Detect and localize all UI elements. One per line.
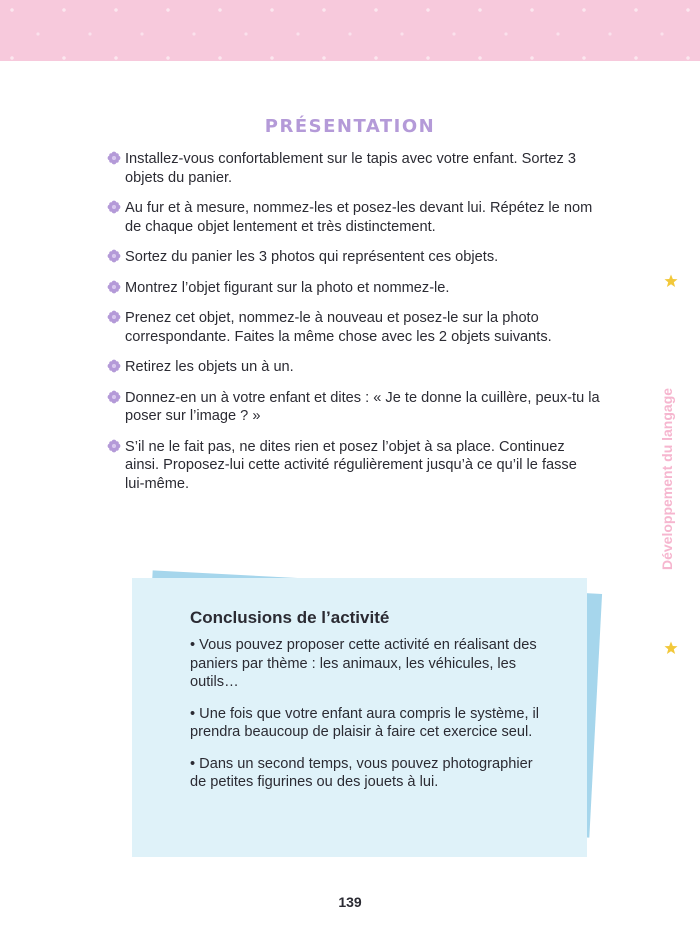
flower-bullet-icon bbox=[107, 151, 121, 165]
conclusions-content bbox=[190, 608, 545, 805]
list-item bbox=[108, 279, 600, 298]
conclusion-item: • Vous pouvez proposer cette activité en réalisant des paniers par thème : les animaux, les véhicules, les outils… bbox=[190, 637, 537, 690]
steps-list bbox=[108, 150, 600, 505]
flower-bullet-icon bbox=[107, 249, 121, 263]
step-text: S’il ne le fait pas, ne dites rien et posez l’objet à sa place. Continuez ainsi. Proposez-lui cette activité régulièrement jusqu’à ce qu’il le fasse lui-même. bbox=[125, 438, 577, 492]
step-text: Retirez les objets un à un. bbox=[125, 359, 294, 375]
side-chapter-label: Développement du langage bbox=[659, 387, 675, 570]
list-item bbox=[108, 150, 600, 187]
list-item bbox=[108, 358, 600, 377]
star-icon bbox=[664, 641, 678, 655]
step-text: Donnez-en un à votre enfant et dites : « Je te donne la cuillère, peux-tu la poser sur l’image ? » bbox=[125, 389, 600, 424]
list-item bbox=[108, 389, 600, 426]
star-icon bbox=[664, 274, 678, 288]
flower-bullet-icon bbox=[107, 310, 121, 324]
flower-bullet-icon bbox=[107, 280, 121, 294]
step-text: Prenez cet objet, nommez-le à nouveau et posez-le sur la photo correspondante. Faites la même chose avec les 2 objets suivants. bbox=[125, 310, 552, 345]
step-text: Sortez du panier les 3 photos qui représentent ces objets. bbox=[125, 249, 499, 265]
section-title: PRÉSENTATION bbox=[264, 116, 436, 137]
list-item bbox=[108, 199, 600, 236]
step-text: Installez-vous confortablement sur le tapis avec votre enfant. Sortez 3 objets du panier. bbox=[125, 151, 577, 186]
conclusion-item: • Dans un second temps, vous pouvez photographier de petites figurines ou des jouets à lui. bbox=[190, 755, 533, 790]
flower-bullet-icon bbox=[107, 439, 121, 453]
list-item bbox=[108, 309, 600, 346]
top-decorative-band bbox=[0, 0, 700, 61]
page-number: 139 bbox=[338, 894, 362, 910]
step-text: Au fur et à mesure, nommez-les et posez-les devant lui. Répétez le nom de chaque objet lentement et très distinctement. bbox=[125, 200, 593, 235]
list-item bbox=[108, 438, 600, 494]
flower-bullet-icon bbox=[107, 390, 121, 404]
list-item bbox=[108, 248, 600, 267]
step-text: Montrez l’objet figurant sur la photo et nommez-le. bbox=[125, 279, 450, 296]
flower-bullet-icon bbox=[107, 359, 121, 373]
conclusion-item: • Une fois que votre enfant aura compris le système, il prendra beaucoup de plaisir à faire cet exercice seul. bbox=[190, 705, 540, 740]
flower-bullet-icon bbox=[107, 200, 121, 214]
conclusions-title: Conclusions de l’activité bbox=[190, 608, 390, 627]
